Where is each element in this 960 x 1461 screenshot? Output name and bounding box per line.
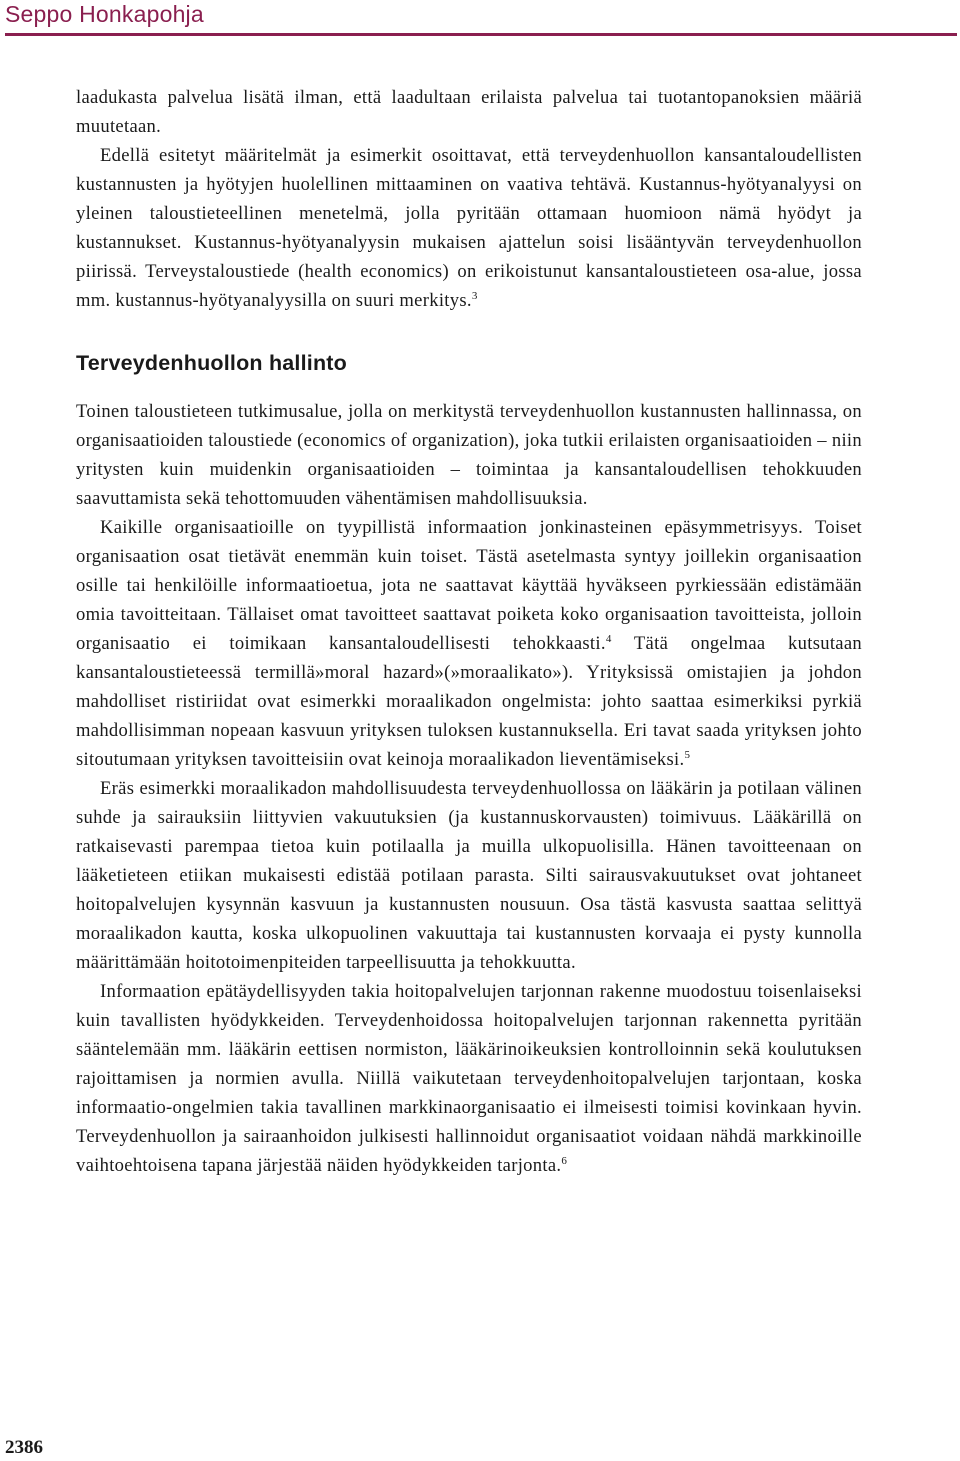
footnote-marker: 6 <box>561 1155 568 1167</box>
section-heading: Terveydenhuollon hallinto <box>76 351 347 375</box>
page-number: 2386 <box>5 1437 43 1458</box>
paragraph <box>76 397 862 513</box>
header-rule <box>5 33 957 36</box>
paragraph <box>76 513 862 774</box>
footnote-marker: 3 <box>471 290 478 302</box>
paragraph <box>76 141 862 315</box>
paragraph-text: Toinen taloustieteen tutkimusalue, jolla on merkitystä terveydenhuollon kustannusten hallinnassa, on organisaatioiden taloustiede (economics of organization), joka tutkii erilaisten organisaatioiden – niin yritysten kuin muidenkin organisaatioiden – toimintaa ja kansantaloudellisen tehokkuuden saavuttamista sekä tehottomuuden vähentämisen mahdollisuuksia. <box>76 401 862 509</box>
paragraph-text: laadukasta palvelua lisätä ilman, että laadultaan erilaista palvelua tai tuotantopanoksien määriä muutetaan. <box>76 87 862 137</box>
paragraph-text: Informaation epätäydellisyyden takia hoitopalvelujen tarjonnan rakenne muodostuu toisenlaiseksi kuin tavallisten hyödykkeiden. Terveydenhoidossa hoitopalvelujen tarjonnan rakennetta pyritään sääntelemään mm. lääkärin eettisen normiston, lääkärinoikeuksien kontrolloinnin sekä koulutuksen rajoittamisen ja normien avulla. Niillä vaikutetaan terveydenhoitopalvelujen tarjontaan, koska informaatio-ongelmien takia tavallinen markkinaorganisaatio ei ilmeisesti toimisi kovinkaan hyvin. Terveydenhuollon ja sairaanhoidon julkisesti hallinnoidut organisaatiot voidaan nähdä markkinoille vaihtoehtoisena tapana järjestää näiden hyödykkeiden tarjonta. <box>76 981 862 1176</box>
paragraph <box>76 977 862 1180</box>
paragraph <box>76 774 862 977</box>
footnote-marker: 4 <box>605 633 612 645</box>
running-head-author: Seppo Honkapohja <box>5 1 204 27</box>
paragraph <box>76 83 862 141</box>
paragraph-text: Tätä ongelmaa kutsutaan kansantaloustieteessä termillä»moral hazard»(»moraalikato»). Yrityksissä omistajien ja johdon mahdolliset ristiriidat ovat esimerkki moraalikadon ongelmista: johto saattaa esimerkiksi pyrkiä mahdollisimman nopeaan kasvuun yrityksen tuloksen kustannuksella. Eri tavat saada yrityksen johto sitoutumaan yrityksen tavoitteisiin ovat keinoja moraalikadon lieventämiseksi. <box>76 633 862 770</box>
running-head <box>0 0 960 36</box>
footnote-marker: 5 <box>684 749 691 761</box>
paragraph-text: Kaikille organisaatioille on tyypillistä informaation jonkinasteinen epäsymmetrisyys. Toiset organisaation osat tietävät enemmän kuin toiset. Tästä asetelmasta syntyy joillekin organisaation osille tai henkilöille informaatioetua, jota ne saattavat käyttää hyväkseen pyrkiessään edistämään omia tavoitteitaan. Tällaiset omat tavoitteet saattavat poiketa koko organisaation tavoitteista, jolloin organisaatio ei toimikaan kansantaloudellisesti tehokkaasti. <box>76 517 862 654</box>
article-body <box>76 83 862 1180</box>
paragraph-text: Edellä esitetyt määritelmät ja esimerkit osoittavat, että terveydenhuollon kansantaloudellisten kustannusten ja hyötyjen huolellinen mittaaminen on vaativa tehtävä. Kustannus-hyötyanalyysi on yleinen taloustieteellinen menetelmä, jolla pyritään ottamaan huomioon nämä hyödyt ja kustannukset. Kustannus-hyötyanalyysin mukaisen ajattelun soisi lisääntyvän terveydenhuollon piirissä. Terveystaloustiede (health economics) on erikoistunut kansantaloustieteen osa-alue, jossa mm. kustannus-hyötyanalyysilla on suuri merkitys. <box>76 145 862 311</box>
paragraph-text: Eräs esimerkki moraalikadon mahdollisuudesta terveydenhuollossa on lääkärin ja potilaan välinen suhde ja sairauksiin liittyvien vakuutuksien (ja kustannuskorvausten) toimivuus. Lääkärillä on ratkaisevasti parempaa tietoa kuin potilaalla ja muilla ulkopuolisilla. Hänen tavoitteenaan on lääketieteen etiikan mukaisesti edistää potilaan parasta. Silti sairausvakuutukset ovat johtaneet hoitopalvelujen kysynnän kasvuun ja kustannusten nousuun. Osa tästä kasvusta saattaa selittyä moraalikadon kautta, koska ulkopuolinen vakuuttaja tai kustannusten korvaaja ei pysty kunnolla määrittämään hoitotoimenpiteiden tarpeellisuutta ja tehokkuutta. <box>76 778 862 973</box>
